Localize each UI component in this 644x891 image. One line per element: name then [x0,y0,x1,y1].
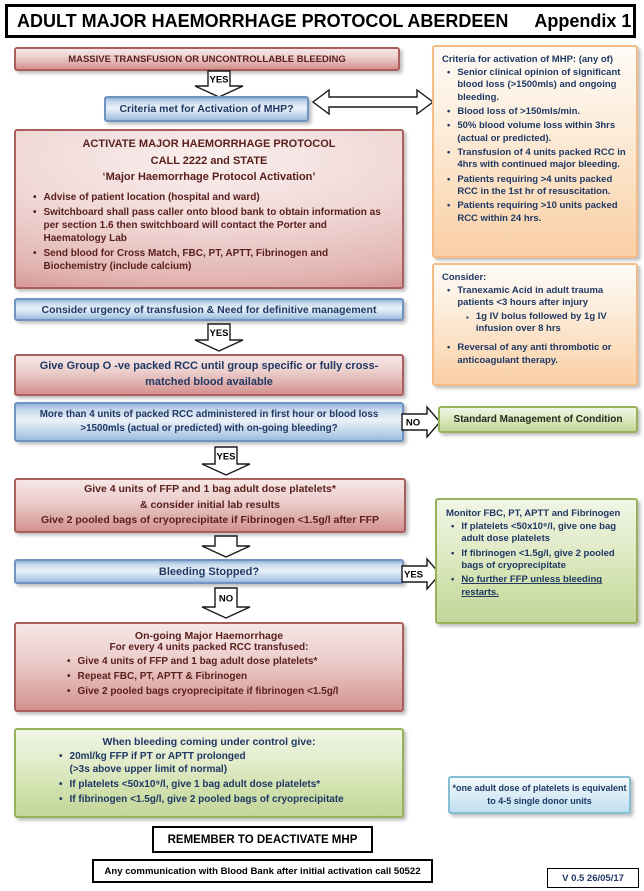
activate-mhp-box [14,129,404,289]
list-item-text: • Switchboard shall pass caller onto blood bank to obtain information as per section 1.6 then switchboard will contact the Porter and Haematology Lab [43,206,381,244]
group-o-label: Give Group O -ve packed RCC until group specific or fully cross- matched blood available [39,360,379,388]
list-item [28,191,390,204]
arrow-label: YES [403,569,424,581]
no-right-arrow [401,405,441,439]
list-item-text: • Repeat FBC, PT, APTT & Fibrinogen [77,671,248,682]
double-headed-arrow [312,88,434,116]
version-label: V 0.5 26/05/17 [562,872,624,884]
version-box [547,868,639,888]
criteria-met-box [104,96,309,122]
activate-heading-line1: ACTIVATE MAJOR HAEMORRHAGE PROTOCOL [82,138,336,150]
consider-panel [432,263,638,386]
list-item-text: • If fibrinogen <1.5g/l, give 2 pooled bags of cryoprecipitate [461,547,615,572]
arrow-label: NO [218,593,234,605]
arrow-label: YES [216,451,236,463]
list-item-text: • Give 4 units of FFP and 1 bag adult dose platelets* [77,656,318,667]
list-item-text: • If platelets <50x10⁹/l, give one bag adult dose platelets [461,521,617,545]
list-item [62,655,392,668]
remember-deactivate-box [152,826,373,853]
ffp-platelets-box [14,478,406,533]
activate-bullet-list [28,191,390,273]
list-item-text: • 50% blood volume loss within 3hrs (actual or predicted). [457,120,616,144]
bleeding-under-control-box [14,728,404,818]
list-item [28,247,390,273]
list-item-text: • Patients requiring >4 units packed RCC in the 1st hr of resuscitation. [457,173,613,198]
list-item [442,106,628,118]
activate-heading-line2: CALL 2222 and STATE [150,154,268,167]
sub-list-item [466,311,628,336]
platelets-note-label: *one adult dose of platelets is equivalent to 4-5 single donor units [452,783,627,806]
list-item [442,174,628,199]
list-item-text: • Advise of patient location (hospital and ward) [43,191,260,203]
list-item-text: • 20ml/kg FFP if PT or APTT prolonged (>3s above upper limit of normal) [69,751,246,775]
list-item [442,342,628,367]
criteria-panel-heading: Criteria for activation of MHP: (any of) [442,54,614,65]
criteria-met-label: Criteria met for Activation of MHP? [119,103,294,115]
list-item-text: • Blood loss of >150mls/min. [457,106,581,118]
ffp-line3: Give 2 pooled bags of cryoprecipitate if Fibrinogen <1.5g/l after FFP [40,514,380,527]
list-item [442,120,628,145]
list-item-text: • Send blood for Cross Match, FBC, PT, APTT, Fibrinogen and Biochemistry (include calcium) [43,247,329,272]
ongoing-bullet-list [26,655,392,698]
ongoing-subheading: For every 4 units packed RCC transfused: [109,642,309,653]
remember-deactivate-label: REMEMBER TO DEACTIVATE MHP [167,833,358,846]
list-item [54,778,392,791]
arrow-shape [202,536,250,557]
criteria-activation-panel [432,45,638,258]
yes-down-arrow-3 [200,446,252,476]
ongoing-haemorrhage-box [14,622,404,712]
activate-heading-line3: ‘Major Haemorrhage Protocol Activation’ [102,171,316,183]
ffp-line1: Give 4 units of FFP and 1 bag adult dose platelets* [84,482,336,495]
list-item-text: • Give 2 pooled bags cryoprecipitate if fibrinogen <1.5g/l [77,686,339,697]
list-item [62,670,392,683]
list-item-text: • Transfusion of 4 units packed RCC in 4hrs with continued major bleeding. [457,147,626,171]
list-item [54,750,392,776]
monitor-panel-heading: Monitor FBC, PT, APTT and Fibrinogen [446,508,621,519]
list-item [442,285,628,310]
list-item-text: • If platelets <50x10⁹/l, give 1 bag adult dose platelets* [69,779,321,790]
list-item-text: • Patients requiring >10 units packed RCC within 24 hrs. [457,200,618,224]
list-item [442,147,628,172]
list-item [54,793,392,806]
standard-management-label: Standard Management of Condition [453,414,623,425]
yes-down-arrow-2 [193,323,245,352]
sub-list-item-text: ▪ 1g IV bolus followed by 1g IV infusion over 8 hrs [475,310,607,335]
list-item [446,574,627,599]
group-o-box [14,354,404,396]
down-arrow-plain [200,535,252,558]
list-item [442,200,628,225]
platelets-note-box [448,776,631,814]
list-item [446,521,627,546]
consider-panel-heading: Consider: [442,272,487,283]
massive-transfusion-box [14,47,400,71]
consider-urgency-label: Consider urgency of transfusion & Need for definitive management [41,303,377,316]
communication-label: Any communication with Blood Bank after initial activation call 50522 [104,865,421,877]
arrow-label: YES [209,328,229,339]
communication-box [92,859,433,883]
list-item [442,67,628,104]
list-item-text: • Senior clinical opinion of significant blood loss (>1500mls) and ongoing bleeding. [457,67,621,103]
bleeding-stopped-box [14,559,404,584]
yes-down-arrow-1 [193,70,245,98]
arrow-shape [313,90,433,114]
page-title-appendix: Appendix 1 [534,10,632,31]
list-item [28,206,390,245]
ongoing-heading: On-going Major Haemorrhage [134,630,284,642]
under-control-heading: When bleeding coming under control give: [102,736,316,748]
arrow-label: YES [209,74,229,86]
ffp-line2: & consider initial lab results [139,498,281,511]
arrow-label: NO [405,417,421,429]
massive-transfusion-label: MASSIVE TRANSFUSION OR UNCONTROLLABLE BLEEDING [68,53,346,65]
standard-management-box [438,406,638,433]
activate-heading [28,136,390,186]
under-control-bullet-list [26,750,392,806]
list-item-text: • If fibrinogen <1.5g/l, give 2 pooled bags of cryoprecipitate [69,794,344,805]
list-item-text: • Reversal of any anti thrombotic or anticoagulant therapy. [457,342,612,366]
more-than-4-units-label: More than 4 units of packed RCC administered in first hour or blood loss >1500mls (actual or predicted) with on-going bleeding? [39,408,379,434]
monitor-panel [435,498,638,624]
consider-urgency-bar [14,298,404,321]
list-item-text: • No further FFP unless bleeding restarts. [461,574,603,598]
list-item [446,548,627,573]
bleeding-stopped-label: Bleeding Stopped? [158,565,260,578]
list-item-text: • Tranexamic Acid in adult trauma patients <3 hours after injury [457,285,604,309]
more-than-4-units-box [14,402,404,442]
page-title-main: ADULT MAJOR HAEMORRHAGE PROTOCOL ABERDEEN [17,10,509,31]
no-down-arrow [200,587,252,619]
page-title [5,4,636,38]
list-item [62,685,392,698]
